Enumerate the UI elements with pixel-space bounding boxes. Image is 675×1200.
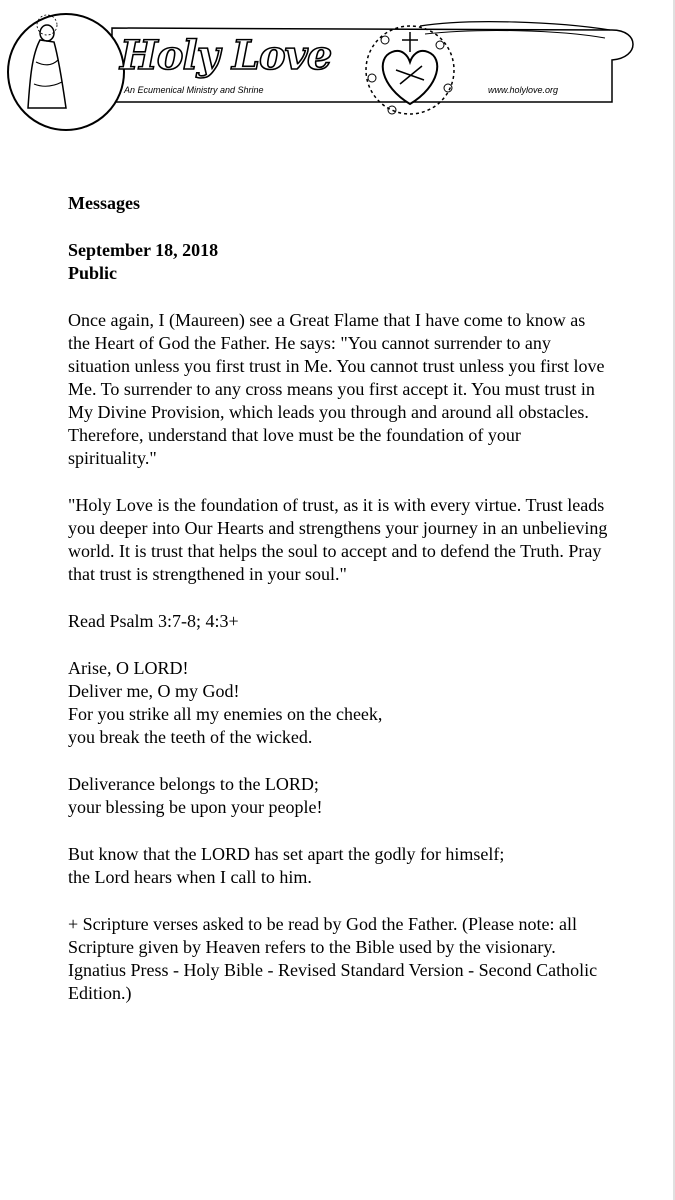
message-paragraph-2: "Holy Love is the foundation of trust, as it is with every virtue. Trust leads you deeper into Our Hearts and strengthens your journey in an unbelieving world. It is trust that helps the soul to accept and to defend the Truth. Pray that trust is strengthened in your soul." xyxy=(68,495,608,584)
psalm-line: the Lord hears when I call to him. xyxy=(68,867,312,887)
psalm-stanza-1 xyxy=(68,657,608,749)
scripture-footnote: + Scripture verses asked to be read by God the Father. (Please note: all Scripture given by Heaven refers to the Bible used by the visionary. Ignatius Press - Holy Bible - Revised Standard Version - Second Catholic Edition.) xyxy=(68,914,598,1003)
website-url: www.holylove.org xyxy=(488,85,559,95)
reading-reference: Read Psalm 3:7-8; 4:3+ xyxy=(68,611,239,631)
message-visibility: Public xyxy=(68,263,118,283)
holy-love-header xyxy=(0,0,675,140)
header-artwork xyxy=(0,0,675,140)
sacred-heart-icon xyxy=(366,26,454,114)
banner-fold-inner xyxy=(425,31,605,38)
psalm-line: Deliver me, O my God! xyxy=(68,681,240,701)
message-content xyxy=(68,192,608,1005)
psalm-stanza-2 xyxy=(68,773,608,819)
logo-subtitle: An Ecumenical Ministry and Shrine xyxy=(124,85,264,95)
message-paragraph-1: Once again, I (Maureen) see a Great Flame that I have come to know as the Heart of God the Father. He says: "You cannot surrender to any situation unless you first trust in Me. You cannot trust unless you first love Me. To surrender to any cross means you first accept it. You must trust in My Divine Provision, which leads you through and around all obstacles. Therefore, understand that love must be the foundation of your spirituality." xyxy=(68,310,605,468)
psalm-line: Deliverance belongs to the LORD; xyxy=(68,774,319,794)
section-title: Messages xyxy=(68,193,140,213)
madonna-medallion-icon xyxy=(8,14,124,130)
psalm-stanza-3 xyxy=(68,843,608,889)
psalm-line: your blessing be upon your people! xyxy=(68,797,323,817)
psalm-line: But know that the LORD has set apart the godly for himself; xyxy=(68,844,505,864)
psalm-line: Arise, O LORD! xyxy=(68,658,189,678)
psalm-line: For you strike all my enemies on the cheek, xyxy=(68,704,383,724)
logo-title: Holy Love xyxy=(120,32,332,79)
message-date: September 18, 2018 xyxy=(68,240,219,260)
psalm-line: you break the teeth of the wicked. xyxy=(68,727,313,747)
